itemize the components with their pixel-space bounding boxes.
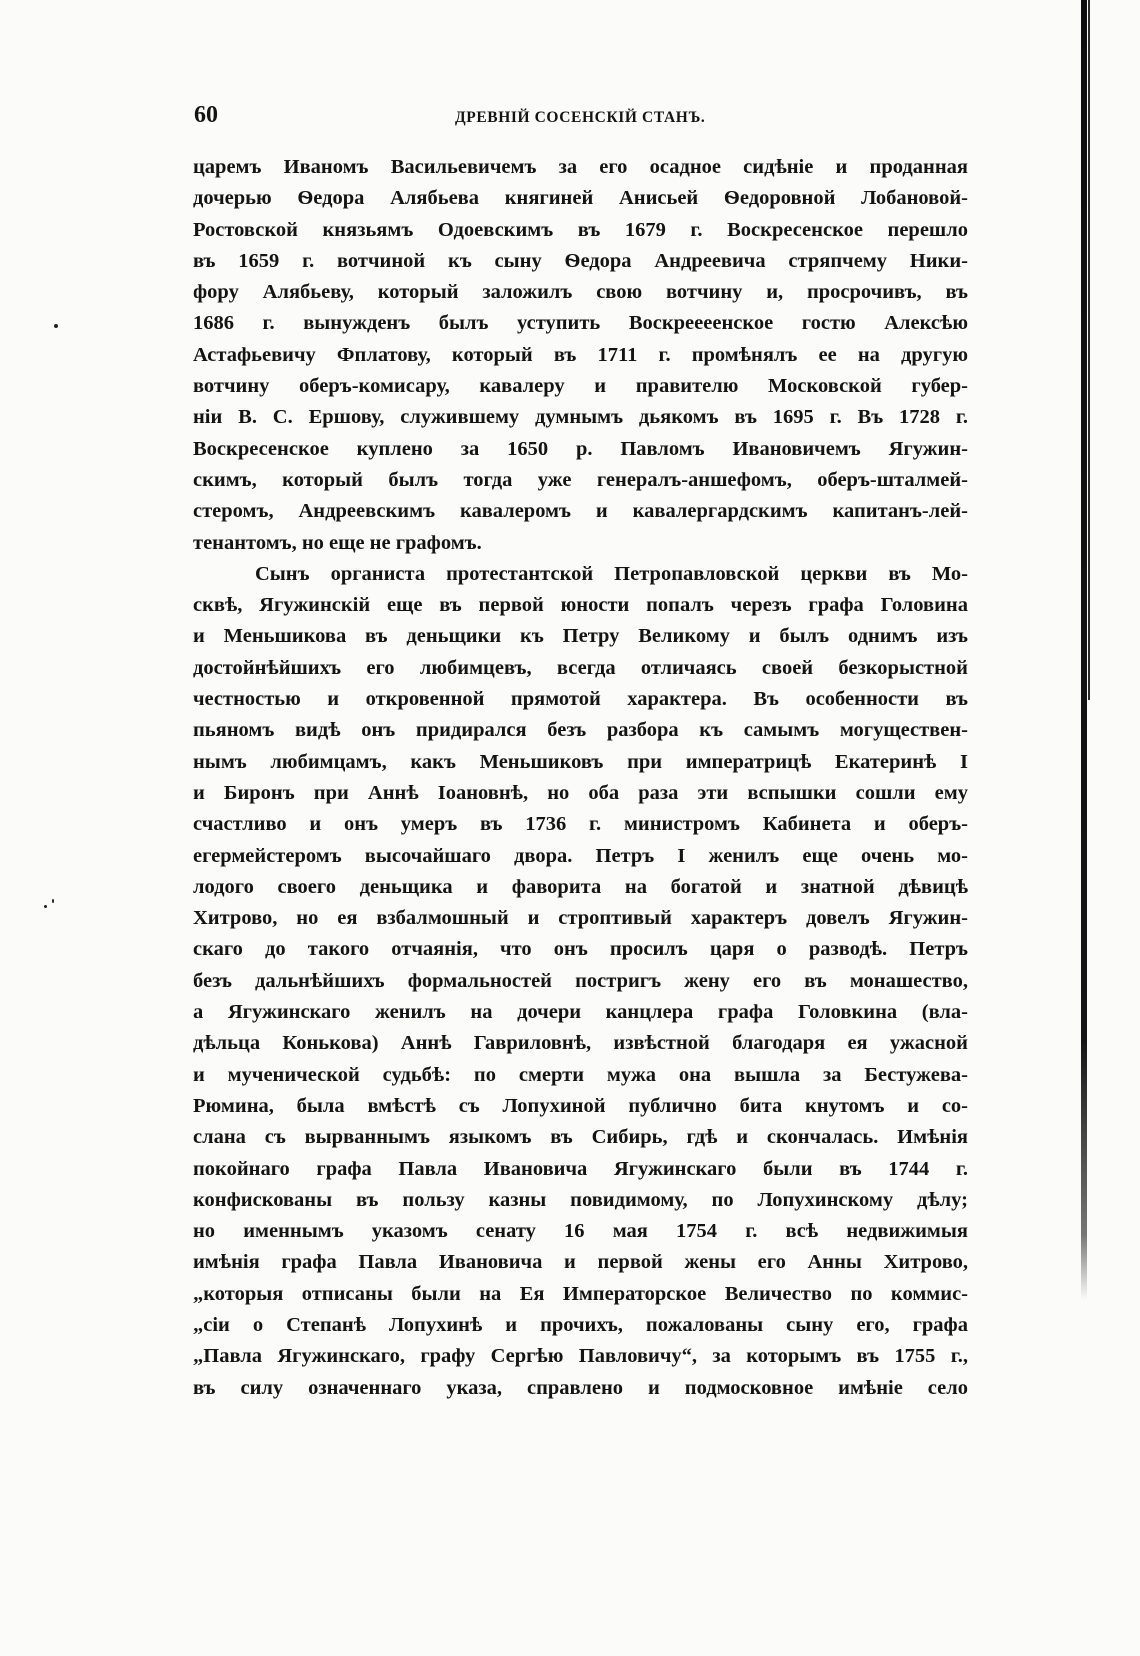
scan-speck [44, 905, 47, 908]
text-line: счастливо и онъ умеръ въ 1736 г. министромъ Кабинета и оберъ- [193, 813, 968, 836]
text-line: Хитрово, но ея взбалмошный и строптивый характеръ довелъ Ягужин- [193, 907, 968, 930]
scan-speck [52, 899, 54, 903]
scan-edge-line [1081, 0, 1087, 1300]
text-line: а Ягужинскаго женилъ на дочери канцлера графа Головкина (вла- [193, 1001, 968, 1024]
text-line: и мученической судьбѣ: по смерти мужа она вышла за Бестужева- [193, 1063, 968, 1086]
text-line: 1686 г. вынужденъ былъ уступить Воскреееенское гостю Алексѣю [193, 312, 968, 335]
text-line: Ростовской князьямъ Одоевскимъ въ 1679 г. Воскресенское перешло [193, 218, 968, 241]
paragraph [193, 152, 968, 559]
text-line: покойнаго графа Павла Ивановича Ягужинскаго были въ 1744 г. [193, 1157, 968, 1180]
text-line: Рюмина, была вмѣстѣ съ Лопухиной публично бита кнутомъ и со- [193, 1094, 968, 1117]
text-line: „которыя отписаны были на Ея Императорское Величество по коммис- [193, 1282, 968, 1305]
scan-edge-line-thin [1088, 0, 1090, 700]
text-line: ніи В. С. Ершову, служившему думнымъ дьякомъ въ 1695 г. Въ 1728 г. [193, 406, 968, 429]
running-head: ДРЕВНІЙ СОСЕНСКІЙ СТАНЪ. [455, 109, 706, 126]
text-line: вотчину оберъ-комисару, кавалеру и правителю Московской губер- [193, 375, 968, 398]
text-line: нымъ любимцамъ, какъ Меньшиковъ при императрицѣ Екатеринѣ I [193, 750, 968, 773]
text-line: фору Алябьеву, который заложилъ свою вотчину и, просрочивъ, въ [193, 281, 968, 304]
text-line: Астафьевичу Фплатову, который въ 1711 г. промѣнялъ ее на другую [193, 343, 968, 366]
text-line: Сынъ органиста протестантской Петропавловской церкви въ Мо- [255, 562, 968, 585]
scan-speck [54, 324, 58, 328]
text-line: сквѣ, Ягужинскій еще въ первой юности попалъ черезъ графа Головина [193, 594, 968, 617]
page-number: 60 [194, 102, 218, 128]
text-line: Воскресенское куплено за 1650 р. Павломъ Ивановичемъ Ягужин- [193, 437, 968, 460]
body-text [193, 152, 968, 1404]
text-line: тенантомъ, но еще не графомъ. [193, 531, 482, 554]
text-line: „сіи о Степанѣ Лопухинѣ и прочихъ, пожалованы сыну его, графа [193, 1313, 968, 1336]
text-line: скаго до такого отчаянія, что онъ просилъ царя о разводѣ. Петръ [193, 938, 968, 961]
text-line: скимъ, который былъ тогда уже генералъ-аншефомъ, оберъ-шталмей- [193, 468, 968, 491]
text-line: честностью и откровенной прямотой характера. Въ особенности въ [193, 688, 968, 711]
text-line: и Меньшикова въ деньщики къ Петру Великому и былъ однимъ изъ [193, 625, 968, 648]
text-line: царемъ Иваномъ Васильевичемъ за его осадное сидѣніе и проданная [193, 156, 968, 178]
text-line: дочерью Ѳедора Алябьева княгиней Анисьей Ѳедоровной Лобановой- [193, 187, 968, 210]
text-line: пьяномъ видѣ онъ придирался безъ разбора къ самымъ могуществен- [193, 719, 968, 742]
text-line: егермейстеромъ высочайшаго двора. Петръ I женилъ еще очень мо- [193, 844, 968, 867]
text-line: конфискованы въ пользу казны повидимому, по Лопухинскому дѣлу; [193, 1188, 968, 1211]
text-line: достойнѣйшихъ его любимцевъ, всегда отличаясь своей безкорыстной [193, 656, 968, 679]
text-line: лодого своего деньщика и фаворита на богатой и знатной дѣвицѣ [193, 875, 968, 898]
text-line: и Биронъ при Аннѣ Іоановнѣ, но оба раза эти вспышки сошли ему [193, 781, 968, 804]
text-line: въ силу означеннаго указа, справлено и подмосковное имѣніе село [193, 1376, 968, 1399]
text-line: „Павла Ягужинскаго, графу Сергѣю Павловичу“, за которымъ въ 1755 г., [193, 1345, 968, 1368]
text-line: имѣнія графа Павла Ивановича и первой жены его Анны Хитрово, [193, 1251, 968, 1274]
text-line: дѣльца Конькова) Аннѣ Гавриловнѣ, извѣстной благодаря ея ужасной [193, 1032, 968, 1055]
text-line: но именнымъ указомъ сенату 16 мая 1754 г. всѣ недвижимыя [193, 1220, 968, 1243]
paragraph [193, 559, 968, 1404]
text-line: стеромъ, Андреевскимъ кавалеромъ и кавалергардскимъ капитанъ-лей- [193, 500, 968, 523]
text-line: безъ дальнѣйшихъ формальностей постригъ жену его въ монашество, [193, 969, 968, 992]
text-line: слана съ вырваннымъ языкомъ въ Сибирь, гдѣ и скончалась. Имѣнія [193, 1126, 968, 1149]
text-line: въ 1659 г. вотчиной къ сыну Ѳедора Андреевича стряпчему Ники- [193, 249, 968, 272]
